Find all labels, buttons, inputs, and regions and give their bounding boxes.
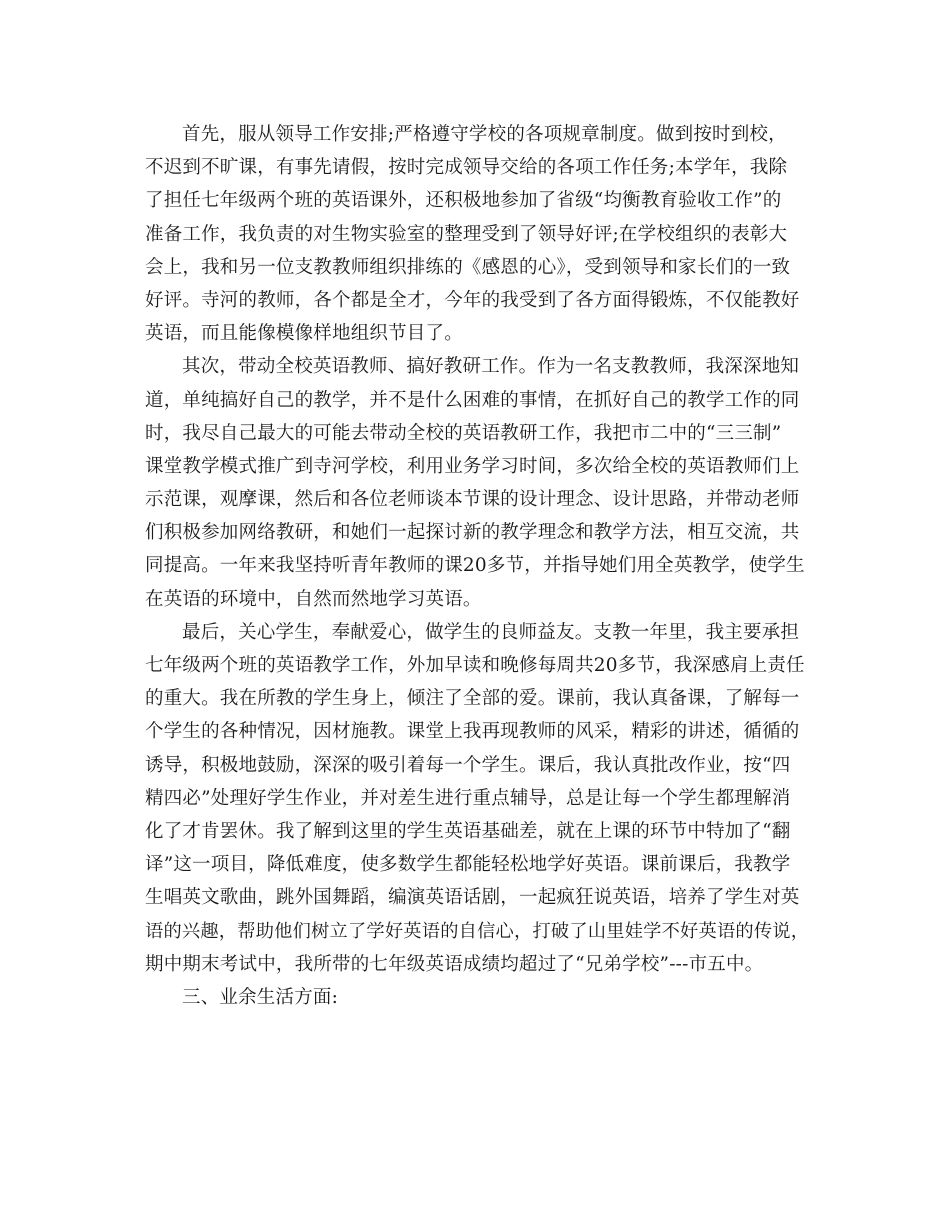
text-line: 示范课，观摩课，然后和各位老师谈本节课的设计理念、设计思路，并带动老师 [145,489,800,511]
text-line: 期中期末考试中，我所带的七年级英语成绩均超过了“兄弟学校”---市五中。 [145,953,764,975]
text-line: 个学生的各种情况，因材施教。课堂上我再现教师的风采，精彩的讲述，循循的 [145,721,800,743]
text-line: 会上，我和另一位支教教师组织排练的《感恩的心》，受到领导和家长们的一致 [145,256,791,278]
text-line: 时，我尽自己最大的可能去带动全校的英语教研工作，我把市二中的“三三制” [145,422,782,444]
text-line: 道，单纯搞好自己的教学，并不是什么困难的事情，在抓好自己的教学工作的同 [145,389,800,411]
text-line: 首先，服从领导工作安排;严格遵守学校的各项规章制度。做到按时到校， [182,124,787,145]
document-body [145,118,815,1014]
text-line: 课堂教学模式推广到寺河学校，利用业务学习时间，多次给全校的英语教师们上 [145,455,800,477]
text-line: 最后，关心学生，奉献爱心，做学生的良师益友。支教一年里，我主要承担 [182,621,800,643]
text-line: 精四必”处理好学生作业，并对差生进行重点辅导，总是让每一个学生都理解消 [145,787,791,809]
text-line: 三、业余生活方面: [182,986,339,1008]
text-line: 英语，而且能像模像样地组织节目了。 [145,323,463,345]
text-line: 的重大。我在所教的学生身上，倾注了全部的爱。课前，我认真备课，了解每一 [145,688,800,710]
text-line: 其次，带动全校英语教师、搞好教研工作。作为一名支教教师，我深深地知 [182,356,800,378]
text-line: 了担任七年级两个班的英语课外，还积极地参加了省级“均衡教育验收工作”的 [145,190,782,212]
text-line: 同提高。一年来我坚持听青年教师的课20多节，并指导她们用全英教学，使学生 [145,555,805,577]
text-line: 们积极参加网络教研，和她们一起探讨新的教学理念和教学方法，相互交流，共 [145,522,800,544]
text-line: 化了才肯罢休。我了解到这里的学生英语基础差，就在上课的环节中特加了“翻 [145,820,791,842]
text-line: 好评。寺河的教师，各个都是全才，今年的我受到了各方面得锻炼，不仅能教好 [145,289,800,311]
text-line: 译”这一项目，降低难度，使多数学生都能轻松地学好英语。课前课后，我教学 [145,854,791,876]
text-line: 不迟到不旷课，有事先请假，按时完成领导交给的各项工作任务;本学年，我除 [145,157,788,179]
text-line: 七年级两个班的英语教学工作，外加早读和晚修每周共20多节，我深感肩上责任 [145,655,805,676]
text-line: 语的兴趣，帮助他们树立了学好英语的自信心，打破了山里娃学不好英语的传说， [145,920,810,942]
text-line: 生唱英文歌曲，跳外国舞蹈，编演英语话剧，一起疯狂说英语，培养了学生对英 [145,887,800,909]
text-line: 准备工作，我负责的对生物实验室的整理受到了领导好评;在学校组织的表彰大 [145,223,788,245]
text-line: 诱导，积极地鼓励，深深的吸引着每一个学生。课后，我认真批改作业，按“四 [145,754,791,776]
text-line: 在英语的环境中，自然而然地学习英语。 [145,588,482,610]
